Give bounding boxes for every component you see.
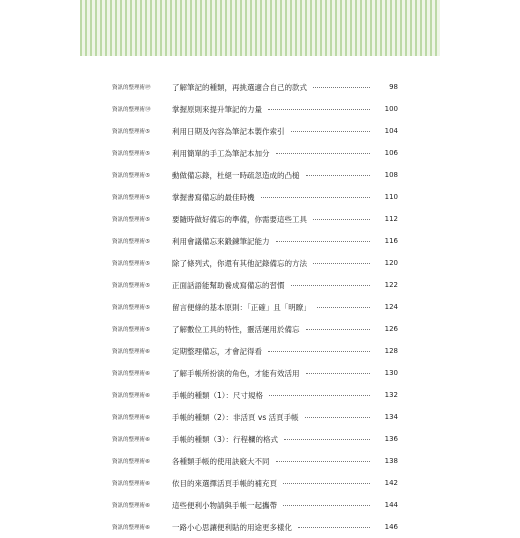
dot-leader — [291, 285, 371, 286]
entry-kicker: 資訊的整理術⑥ — [112, 503, 150, 509]
entry-kicker: 資訊的整理術⑤ — [112, 217, 150, 223]
entry-title: 留言便條的基本原則：「正確」且「明瞭」 — [172, 302, 311, 312]
entry-title: 動做備忘錄，杜絕一時疏忽造成的凸槌 — [172, 170, 300, 180]
dot-leader — [284, 439, 370, 440]
entry-title: 利用會議備忘來鍛鍊筆記能力 — [172, 236, 270, 246]
toc-entry — [112, 186, 398, 208]
entry-kicker: 資訊的整理術⑤ — [112, 327, 150, 333]
dot-leader — [268, 109, 370, 110]
entry-page-number: 120 — [384, 259, 398, 267]
entry-kicker: 資訊的整理術⑥ — [112, 525, 150, 531]
entry-kicker: 資訊的整理術⑥ — [112, 437, 150, 443]
entry-page-number: 130 — [384, 369, 398, 377]
entry-title: 要隨時做好備忘的準備，你需要這些工具 — [172, 214, 307, 224]
dot-leader — [283, 505, 370, 506]
entry-page-number: 98 — [389, 83, 398, 91]
toc-entry — [112, 230, 398, 252]
entry-page-number: 136 — [384, 435, 398, 443]
toc-entry — [112, 318, 398, 340]
entry-kicker: 資訊的整理術⑥ — [112, 415, 150, 421]
dot-leader — [313, 87, 370, 88]
entry-page-number: 124 — [384, 303, 398, 311]
entry-title: 了解數位工具的特性，靈活運用於備忘 — [172, 324, 300, 334]
entry-kicker: 資訊的整理術⑤ — [112, 151, 150, 157]
toc-entry — [112, 428, 398, 450]
toc-entry — [112, 164, 398, 186]
entry-title: 一路小心思讓便利貼的用途更多樣化 — [172, 522, 292, 532]
dot-leader — [283, 483, 370, 484]
toc-entry — [112, 362, 398, 384]
toc-entry — [112, 516, 398, 538]
dot-leader — [276, 461, 371, 462]
entry-title: 掌握原則來提升筆記的力量 — [172, 104, 262, 114]
entry-kicker: 資訊的整理術⑤ — [112, 305, 150, 311]
dot-leader — [268, 351, 370, 352]
entry-title: 了解筆記的種類，再挑選適合自己的款式 — [172, 82, 307, 92]
dot-leader — [313, 263, 370, 264]
dot-leader — [317, 307, 370, 308]
entry-kicker: 資訊的整理術㊾ — [112, 85, 151, 91]
entry-title: 除了條列式，你還有其他記錄備忘的方法 — [172, 258, 307, 268]
entry-page-number: 138 — [384, 457, 398, 465]
decorative-stripe-header — [80, 0, 440, 56]
entry-page-number: 108 — [384, 171, 398, 179]
entry-title: 手帳的種類（1）：尺寸規格 — [172, 390, 264, 400]
entry-kicker: 資訊的整理術⑤ — [112, 283, 150, 289]
toc-entry — [112, 120, 398, 142]
entry-title: 手帳的種類（2）：非活頁 vs 活頁手帳 — [172, 412, 299, 422]
entry-kicker: 資訊的整理術⑥ — [112, 459, 150, 465]
entry-title: 利用簡單的手工為筆記本加分 — [172, 148, 270, 158]
toc-entry — [112, 340, 398, 362]
entry-kicker: 資訊的整理術⑥ — [112, 481, 150, 487]
toc-entry — [112, 98, 398, 120]
entry-page-number: 132 — [384, 391, 398, 399]
dot-leader — [269, 395, 370, 396]
entry-kicker: 資訊的整理術⑤ — [112, 239, 150, 245]
entry-title: 這些便利小物請與手帳一起攜帶 — [172, 500, 277, 510]
entry-title: 掌握書寫備忘的最佳時機 — [172, 192, 255, 202]
toc-entry — [112, 208, 398, 230]
entry-page-number: 110 — [384, 193, 398, 201]
entry-page-number: 146 — [384, 523, 398, 531]
entry-title: 手帳的種類（3）：行程欄的格式 — [172, 434, 279, 444]
dot-leader — [306, 175, 371, 176]
entry-page-number: 100 — [384, 105, 398, 113]
entry-kicker: 資訊的整理術⑥ — [112, 371, 150, 377]
entry-kicker: 資訊的整理術⑤ — [112, 195, 150, 201]
entry-page-number: 112 — [384, 215, 398, 223]
dot-leader — [298, 527, 370, 528]
toc-entry — [112, 252, 398, 274]
dot-leader — [291, 131, 371, 132]
dot-leader — [276, 241, 371, 242]
toc-entry — [112, 450, 398, 472]
entry-kicker: 資訊的整理術⑥ — [112, 393, 150, 399]
toc-entry — [112, 406, 398, 428]
entry-page-number: 116 — [384, 237, 398, 245]
entry-title: 依目的來選擇活頁手帳的補充頁 — [172, 478, 277, 488]
entry-title: 正面話語能幫助養成寫備忘的習慣 — [172, 280, 285, 290]
entry-page-number: 106 — [384, 149, 398, 157]
entry-kicker: 資訊的整理術⑤ — [112, 129, 150, 135]
toc-entry — [112, 142, 398, 164]
entry-page-number: 126 — [384, 325, 398, 333]
dot-leader — [261, 197, 371, 198]
entry-page-number: 142 — [384, 479, 398, 487]
toc-entry — [112, 472, 398, 494]
entry-title: 利用日期及內容為筆記本製作索引 — [172, 126, 285, 136]
table-of-contents — [112, 76, 398, 538]
toc-entry — [112, 494, 398, 516]
entry-page-number: 128 — [384, 347, 398, 355]
dot-leader — [313, 219, 370, 220]
entry-page-number: 144 — [384, 501, 398, 509]
toc-entry — [112, 296, 398, 318]
entry-page-number: 122 — [384, 281, 398, 289]
entry-kicker: 資訊的整理術⑤ — [112, 261, 150, 267]
entry-page-number: 104 — [384, 127, 398, 135]
entry-page-number: 134 — [384, 413, 398, 421]
toc-entry — [112, 274, 398, 296]
toc-entry — [112, 76, 398, 98]
entry-title: 定期整理備忘，才會記得看 — [172, 346, 262, 356]
entry-kicker: 資訊的整理術⑤ — [112, 173, 150, 179]
dot-leader — [306, 329, 371, 330]
toc-entry — [112, 384, 398, 406]
entry-kicker: 資訊的整理術⑥ — [112, 349, 150, 355]
dot-leader — [305, 417, 370, 418]
entry-kicker: 資訊的整理術㊿ — [112, 107, 151, 113]
dot-leader — [306, 373, 371, 374]
entry-title: 了解手帳所扮演的角色，才能有效活用 — [172, 368, 300, 378]
dot-leader — [276, 153, 371, 154]
entry-title: 各種類手帳的使用訣竅大不同 — [172, 456, 270, 466]
